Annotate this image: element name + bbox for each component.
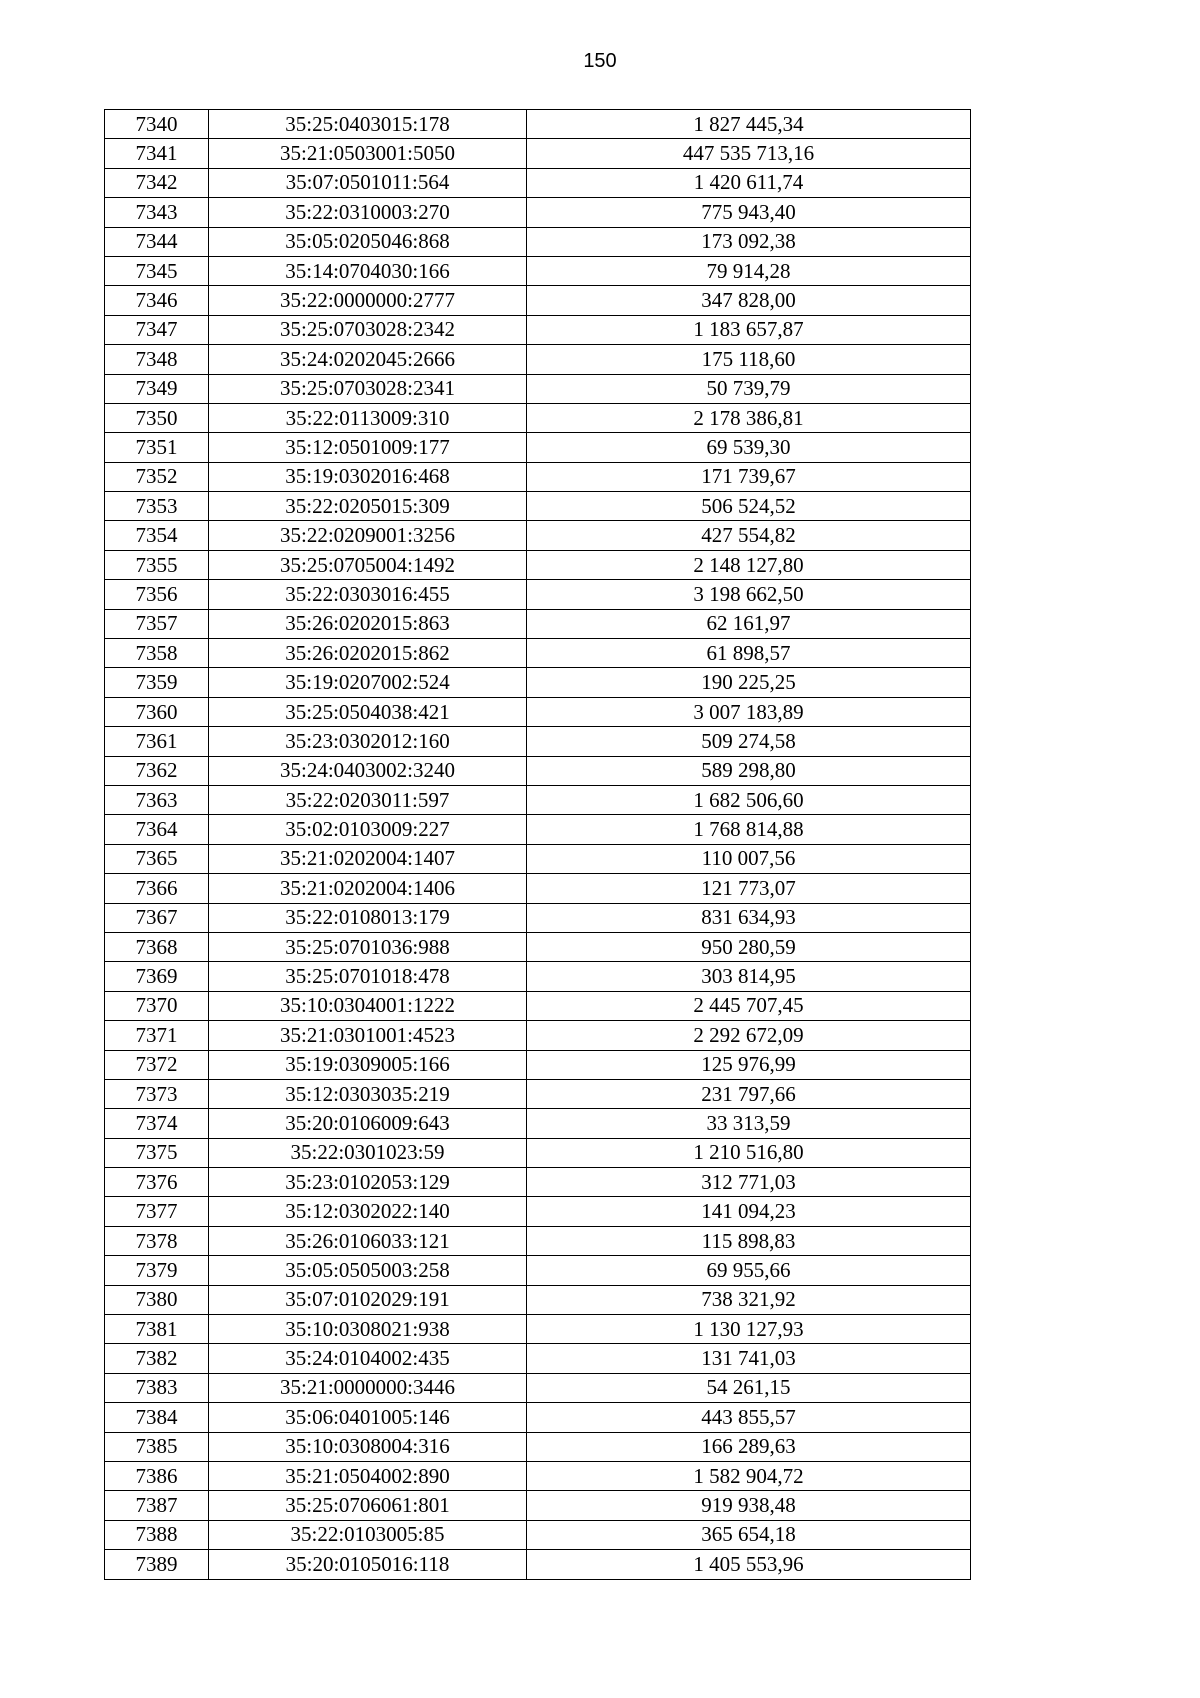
cadastral-number-cell: 35:12:0302022:140 [209, 1197, 527, 1226]
row-number-cell: 7340 [105, 110, 209, 139]
cadastral-value-cell: 1 768 814,88 [527, 815, 971, 844]
cadastral-value-cell: 1 183 657,87 [527, 315, 971, 344]
cadastral-number-cell: 35:25:0703028:2342 [209, 315, 527, 344]
table-row [105, 1315, 971, 1344]
cadastral-value-cell: 61 898,57 [527, 639, 971, 668]
table-row [105, 462, 971, 491]
cadastral-value-cell: 1 210 516,80 [527, 1138, 971, 1167]
row-number-cell: 7356 [105, 580, 209, 609]
table-row [105, 374, 971, 403]
row-number-cell: 7386 [105, 1461, 209, 1490]
table-row [105, 433, 971, 462]
cadastral-value-cell: 141 094,23 [527, 1197, 971, 1226]
cadastral-value-cell: 443 855,57 [527, 1403, 971, 1432]
table-row [105, 668, 971, 697]
row-number-cell: 7354 [105, 521, 209, 550]
cadastral-value-cell: 115 898,83 [527, 1226, 971, 1255]
cadastral-value-cell: 110 007,56 [527, 844, 971, 873]
cadastral-number-cell: 35:07:0501011:564 [209, 168, 527, 197]
cadastral-number-cell: 35:20:0106009:643 [209, 1109, 527, 1138]
row-number-cell: 7352 [105, 462, 209, 491]
row-number-cell: 7370 [105, 991, 209, 1020]
cadastral-number-cell: 35:22:0113009:310 [209, 403, 527, 432]
row-number-cell: 7365 [105, 844, 209, 873]
table-row [105, 815, 971, 844]
table-row [105, 1373, 971, 1402]
table-row [105, 139, 971, 168]
table-body [105, 110, 971, 1580]
table-row [105, 1491, 971, 1520]
cadastral-number-cell: 35:22:0303016:455 [209, 580, 527, 609]
cadastral-value-cell: 1 582 904,72 [527, 1461, 971, 1490]
row-number-cell: 7347 [105, 315, 209, 344]
row-number-cell: 7371 [105, 1021, 209, 1050]
cadastral-value-cell: 1 682 506,60 [527, 785, 971, 814]
cadastral-value-cell: 50 739,79 [527, 374, 971, 403]
table-row [105, 727, 971, 756]
cadastral-number-cell: 35:25:0701018:478 [209, 962, 527, 991]
row-number-cell: 7382 [105, 1344, 209, 1373]
cadastral-value-cell: 589 298,80 [527, 756, 971, 785]
cadastral-number-cell: 35:12:0303035:219 [209, 1079, 527, 1108]
table-row [105, 521, 971, 550]
row-number-cell: 7359 [105, 668, 209, 697]
cadastral-number-cell: 35:02:0103009:227 [209, 815, 527, 844]
row-number-cell: 7343 [105, 198, 209, 227]
cadastral-value-cell: 54 261,15 [527, 1373, 971, 1402]
row-number-cell: 7362 [105, 756, 209, 785]
cadastral-value-cell: 509 274,58 [527, 727, 971, 756]
cadastral-value-cell: 173 092,38 [527, 227, 971, 256]
row-number-cell: 7358 [105, 639, 209, 668]
row-number-cell: 7348 [105, 345, 209, 374]
cadastral-value-cell: 166 289,63 [527, 1432, 971, 1461]
table-row [105, 1109, 971, 1138]
row-number-cell: 7363 [105, 785, 209, 814]
cadastral-value-cell: 1 827 445,34 [527, 110, 971, 139]
table-row [105, 1021, 971, 1050]
cadastral-number-cell: 35:10:0308004:316 [209, 1432, 527, 1461]
cadastral-number-cell: 35:06:0401005:146 [209, 1403, 527, 1432]
cadastral-value-cell: 1 420 611,74 [527, 168, 971, 197]
row-number-cell: 7372 [105, 1050, 209, 1079]
page-number: 150 [583, 50, 617, 72]
cadastral-number-cell: 35:19:0309005:166 [209, 1050, 527, 1079]
cadastral-value-cell: 312 771,03 [527, 1168, 971, 1197]
cadastral-value-cell: 738 321,92 [527, 1285, 971, 1314]
cadastral-number-cell: 35:05:0205046:868 [209, 227, 527, 256]
cadastral-number-cell: 35:26:0202015:863 [209, 609, 527, 638]
cadastral-number-cell: 35:22:0205015:309 [209, 492, 527, 521]
row-number-cell: 7380 [105, 1285, 209, 1314]
cadastral-number-cell: 35:25:0703028:2341 [209, 374, 527, 403]
cadastral-number-cell: 35:25:0701036:988 [209, 932, 527, 961]
table-row [105, 1550, 971, 1579]
cadastral-value-cell: 831 634,93 [527, 903, 971, 932]
cadastral-number-cell: 35:05:0505003:258 [209, 1256, 527, 1285]
cadastral-value-cell: 1 130 127,93 [527, 1315, 971, 1344]
table-row [105, 874, 971, 903]
row-number-cell: 7346 [105, 286, 209, 315]
cadastral-number-cell: 35:23:0302012:160 [209, 727, 527, 756]
row-number-cell: 7361 [105, 727, 209, 756]
row-number-cell: 7379 [105, 1256, 209, 1285]
cadastral-number-cell: 35:24:0202045:2666 [209, 345, 527, 374]
row-number-cell: 7376 [105, 1168, 209, 1197]
table-row [105, 1079, 971, 1108]
row-number-cell: 7385 [105, 1432, 209, 1461]
table-row [105, 1461, 971, 1490]
row-number-cell: 7389 [105, 1550, 209, 1579]
cadastral-value-cell: 950 280,59 [527, 932, 971, 961]
cadastral-number-cell: 35:19:0302016:468 [209, 462, 527, 491]
row-number-cell: 7349 [105, 374, 209, 403]
table-row [105, 580, 971, 609]
row-number-cell: 7341 [105, 139, 209, 168]
cadastral-number-cell: 35:10:0308021:938 [209, 1315, 527, 1344]
row-number-cell: 7388 [105, 1520, 209, 1549]
cadastral-value-cell: 506 524,52 [527, 492, 971, 521]
row-number-cell: 7355 [105, 550, 209, 579]
table-row [105, 1256, 971, 1285]
cadastral-value-cell: 365 654,18 [527, 1520, 971, 1549]
cadastral-value-cell: 2 148 127,80 [527, 550, 971, 579]
row-number-cell: 7378 [105, 1226, 209, 1255]
cadastral-number-cell: 35:23:0102053:129 [209, 1168, 527, 1197]
table-row [105, 1168, 971, 1197]
table-row [105, 903, 971, 932]
cadastral-number-cell: 35:19:0207002:524 [209, 668, 527, 697]
cadastral-value-cell: 69 955,66 [527, 1256, 971, 1285]
cadastral-number-cell: 35:21:0503001:5050 [209, 139, 527, 168]
cadastral-value-cell: 131 741,03 [527, 1344, 971, 1373]
table-row [105, 168, 971, 197]
table-row [105, 198, 971, 227]
row-number-cell: 7364 [105, 815, 209, 844]
table-row [105, 1197, 971, 1226]
cadastral-value-cell: 2 178 386,81 [527, 403, 971, 432]
cadastral-number-cell: 35:26:0202015:862 [209, 639, 527, 668]
row-number-cell: 7369 [105, 962, 209, 991]
cadastral-number-cell: 35:21:0202004:1407 [209, 844, 527, 873]
table-row [105, 110, 971, 139]
cadastral-value-table [104, 109, 971, 1580]
row-number-cell: 7377 [105, 1197, 209, 1226]
cadastral-number-cell: 35:20:0105016:118 [209, 1550, 527, 1579]
cadastral-number-cell: 35:22:0000000:2777 [209, 286, 527, 315]
table-row [105, 492, 971, 521]
cadastral-value-cell: 427 554,82 [527, 521, 971, 550]
cadastral-number-cell: 35:24:0104002:435 [209, 1344, 527, 1373]
cadastral-number-cell: 35:12:0501009:177 [209, 433, 527, 462]
cadastral-number-cell: 35:25:0403015:178 [209, 110, 527, 139]
table-row [105, 785, 971, 814]
table-row [105, 286, 971, 315]
table-row [105, 1285, 971, 1314]
table-row [105, 932, 971, 961]
cadastral-number-cell: 35:21:0504002:890 [209, 1461, 527, 1490]
row-number-cell: 7353 [105, 492, 209, 521]
row-number-cell: 7345 [105, 256, 209, 285]
row-number-cell: 7351 [105, 433, 209, 462]
cadastral-number-cell: 35:21:0202004:1406 [209, 874, 527, 903]
row-number-cell: 7381 [105, 1315, 209, 1344]
row-number-cell: 7367 [105, 903, 209, 932]
cadastral-value-cell: 2 292 672,09 [527, 1021, 971, 1050]
cadastral-number-cell: 35:07:0102029:191 [209, 1285, 527, 1314]
cadastral-value-cell: 347 828,00 [527, 286, 971, 315]
table-row [105, 962, 971, 991]
cadastral-value-cell: 33 313,59 [527, 1109, 971, 1138]
table-row [105, 1050, 971, 1079]
cadastral-number-cell: 35:14:0704030:166 [209, 256, 527, 285]
table-row [105, 697, 971, 726]
cadastral-value-cell: 447 535 713,16 [527, 139, 971, 168]
table-row [105, 403, 971, 432]
cadastral-value-cell: 175 118,60 [527, 345, 971, 374]
cadastral-number-cell: 35:22:0209001:3256 [209, 521, 527, 550]
cadastral-number-cell: 35:22:0203011:597 [209, 785, 527, 814]
cadastral-value-cell: 303 814,95 [527, 962, 971, 991]
cadastral-number-cell: 35:25:0706061:801 [209, 1491, 527, 1520]
cadastral-value-cell: 1 405 553,96 [527, 1550, 971, 1579]
table-row [105, 550, 971, 579]
cadastral-value-cell: 125 976,99 [527, 1050, 971, 1079]
row-number-cell: 7387 [105, 1491, 209, 1520]
table-row [105, 1520, 971, 1549]
cadastral-number-cell: 35:24:0403002:3240 [209, 756, 527, 785]
row-number-cell: 7360 [105, 697, 209, 726]
cadastral-number-cell: 35:21:0301001:4523 [209, 1021, 527, 1050]
cadastral-value-cell: 3 007 183,89 [527, 697, 971, 726]
table-row [105, 1432, 971, 1461]
table-row [105, 256, 971, 285]
cadastral-value-cell: 121 773,07 [527, 874, 971, 903]
cadastral-value-cell: 3 198 662,50 [527, 580, 971, 609]
table-row [105, 1403, 971, 1432]
cadastral-number-cell: 35:22:0301023:59 [209, 1138, 527, 1167]
table-row [105, 639, 971, 668]
table-row [105, 1138, 971, 1167]
cadastral-number-cell: 35:25:0504038:421 [209, 697, 527, 726]
cadastral-number-cell: 35:22:0108013:179 [209, 903, 527, 932]
cadastral-number-cell: 35:25:0705004:1492 [209, 550, 527, 579]
row-number-cell: 7342 [105, 168, 209, 197]
cadastral-number-cell: 35:22:0103005:85 [209, 1520, 527, 1549]
table-row [105, 1344, 971, 1373]
row-number-cell: 7383 [105, 1373, 209, 1402]
cadastral-value-cell: 62 161,97 [527, 609, 971, 638]
cadastral-value-cell: 171 739,67 [527, 462, 971, 491]
cadastral-value-cell: 919 938,48 [527, 1491, 971, 1520]
row-number-cell: 7374 [105, 1109, 209, 1138]
table-row [105, 844, 971, 873]
row-number-cell: 7368 [105, 932, 209, 961]
cadastral-number-cell: 35:26:0106033:121 [209, 1226, 527, 1255]
cadastral-value-cell: 69 539,30 [527, 433, 971, 462]
table-row [105, 227, 971, 256]
cadastral-value-cell: 190 225,25 [527, 668, 971, 697]
row-number-cell: 7344 [105, 227, 209, 256]
cadastral-number-cell: 35:22:0310003:270 [209, 198, 527, 227]
cadastral-value-cell: 775 943,40 [527, 198, 971, 227]
cadastral-value-cell: 79 914,28 [527, 256, 971, 285]
cadastral-value-cell: 2 445 707,45 [527, 991, 971, 1020]
cadastral-number-cell: 35:21:0000000:3446 [209, 1373, 527, 1402]
table-row [105, 345, 971, 374]
row-number-cell: 7373 [105, 1079, 209, 1108]
row-number-cell: 7375 [105, 1138, 209, 1167]
row-number-cell: 7350 [105, 403, 209, 432]
table-row [105, 756, 971, 785]
table-row [105, 609, 971, 638]
table-row [105, 315, 971, 344]
row-number-cell: 7366 [105, 874, 209, 903]
table-row [105, 1226, 971, 1255]
row-number-cell: 7357 [105, 609, 209, 638]
cadastral-value-cell: 231 797,66 [527, 1079, 971, 1108]
row-number-cell: 7384 [105, 1403, 209, 1432]
cadastral-number-cell: 35:10:0304001:1222 [209, 991, 527, 1020]
table-row [105, 991, 971, 1020]
